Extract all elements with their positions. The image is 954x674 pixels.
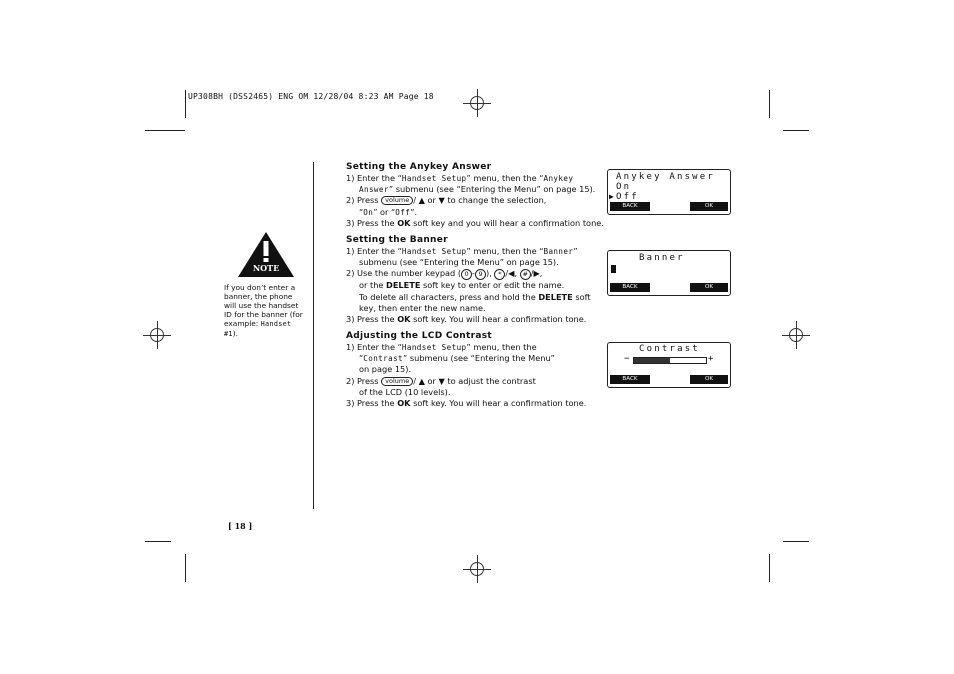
pound-key-icon: #: [520, 269, 531, 280]
star-key-icon: *: [494, 269, 505, 280]
ok-softkey[interactable]: OK: [690, 202, 728, 211]
crop-mark: [769, 554, 770, 582]
back-softkey[interactable]: BACK: [610, 202, 650, 211]
back-softkey[interactable]: BACK: [610, 375, 650, 384]
registration-mark: [463, 555, 491, 583]
registration-mark: [463, 89, 491, 117]
section-contrast: [346, 331, 616, 409]
lcd-line-3: Off: [616, 192, 639, 202]
step-1: 1) Enter the “Handset Setup” menu, then the “Anykey: [346, 173, 574, 183]
section-heading: Setting the Banner: [346, 235, 448, 245]
step-2: 2) Use the number keypad ( 0 - 9 ), * /◀, # /▶,: [346, 268, 543, 279]
section-heading: Setting the Anykey Answer: [346, 162, 492, 172]
steps: 1) Enter the “Handset Setup” menu, then the “Contrast” submenu (see “Entering the Menu” on page 15). 2) Press volume / ▲ or ▼ to adjust the contrast of the LCD (10 levels). 3) Press the OK soft key. You will hear a confirmation tone.: [346, 342, 616, 409]
crop-mark: [145, 541, 171, 542]
registration-mark: [143, 321, 171, 349]
text-cursor: [611, 265, 616, 273]
minus-icon: −: [624, 354, 630, 364]
section-heading: Adjusting the LCD Contrast: [346, 331, 492, 341]
back-softkey[interactable]: BACK: [610, 283, 650, 292]
crop-mark: [145, 130, 185, 131]
lcd-anykey: [607, 169, 731, 215]
column-divider: [313, 162, 314, 509]
note-text: If you don’t enter a banner, the phone will use the handset ID for the banner (for example: Handset #1).: [224, 283, 303, 338]
key-0-icon: 0: [461, 269, 472, 280]
step-2: 2) Press volume / ▲ or ▼ to adjust the contrast: [346, 375, 536, 386]
lcd-contrast: [607, 342, 731, 388]
plus-icon: +: [708, 354, 714, 364]
print-slug: UP308BH (DSS2465) ENG OM 12/28/04 8:23 AM Page 18: [188, 92, 434, 101]
contrast-bar-fill: [634, 358, 670, 363]
crop-mark: [769, 90, 770, 118]
lcd-line-2: On: [616, 182, 632, 192]
step-3: 3) Press the OK soft key. You will hear a confirmation tone.: [346, 314, 587, 325]
step-1: 1) Enter the “Handset Setup” menu, then the “Banner”: [346, 246, 578, 256]
step-2: 2) Press volume / ▲ or ▼ to change the selection,: [346, 195, 547, 206]
crop-mark: [783, 541, 809, 542]
volume-key-icon: volume: [381, 196, 413, 205]
note-label: NOTE: [252, 263, 280, 273]
contrast-bar: [633, 357, 707, 364]
lcd-line-1: Banner: [639, 253, 685, 263]
step-3: 3) Press the OK soft key. You will hear a confirmation tone.: [346, 398, 587, 409]
lcd-line-1: Anykey Answer: [616, 172, 716, 182]
section-anykey: [346, 162, 616, 229]
note-icon: [236, 231, 296, 279]
crop-mark: [783, 130, 809, 131]
steps: 1) Enter the “Handset Setup” menu, then the “Banner” submenu (see “Entering the Menu” on page 15). 2) Use the number keypad ( 0 - 9 ), * /◀, # /▶, or the DELETE soft key to enter or edit the name. To delete all characters, press and hold the DELETE soft key, then enter the new name. 3) Press the OK soft key. You will hear a confirmation tone.: [346, 246, 608, 325]
page-number: [ 18 ]: [228, 521, 253, 531]
ok-softkey[interactable]: OK: [690, 283, 728, 292]
ok-softkey[interactable]: OK: [690, 375, 728, 384]
steps: 1) Enter the “Handset Setup” menu, then the “Anykey Answer” submenu (see “Entering the Menu” on page 15). 2) Press volume / ▲ or ▼ to change the selection, “On” or “Off”. 3) Press the OK soft key and you will hear a confirmation tone.: [346, 173, 616, 229]
lcd-line-1: Contrast: [639, 344, 700, 354]
lcd-banner: [607, 250, 731, 296]
crop-mark: [185, 554, 186, 582]
cursor-icon: ▶: [609, 192, 614, 201]
key-9-icon: 9: [475, 269, 486, 280]
registration-mark: [782, 321, 810, 349]
step-1: 1) Enter the “Handset Setup” menu, then the: [346, 342, 537, 352]
crop-mark: [185, 90, 186, 118]
volume-key-icon: volume: [381, 377, 413, 386]
step-3: 3) Press the OK soft key and you will hear a confirmation tone.: [346, 217, 604, 228]
section-banner: [346, 235, 608, 325]
